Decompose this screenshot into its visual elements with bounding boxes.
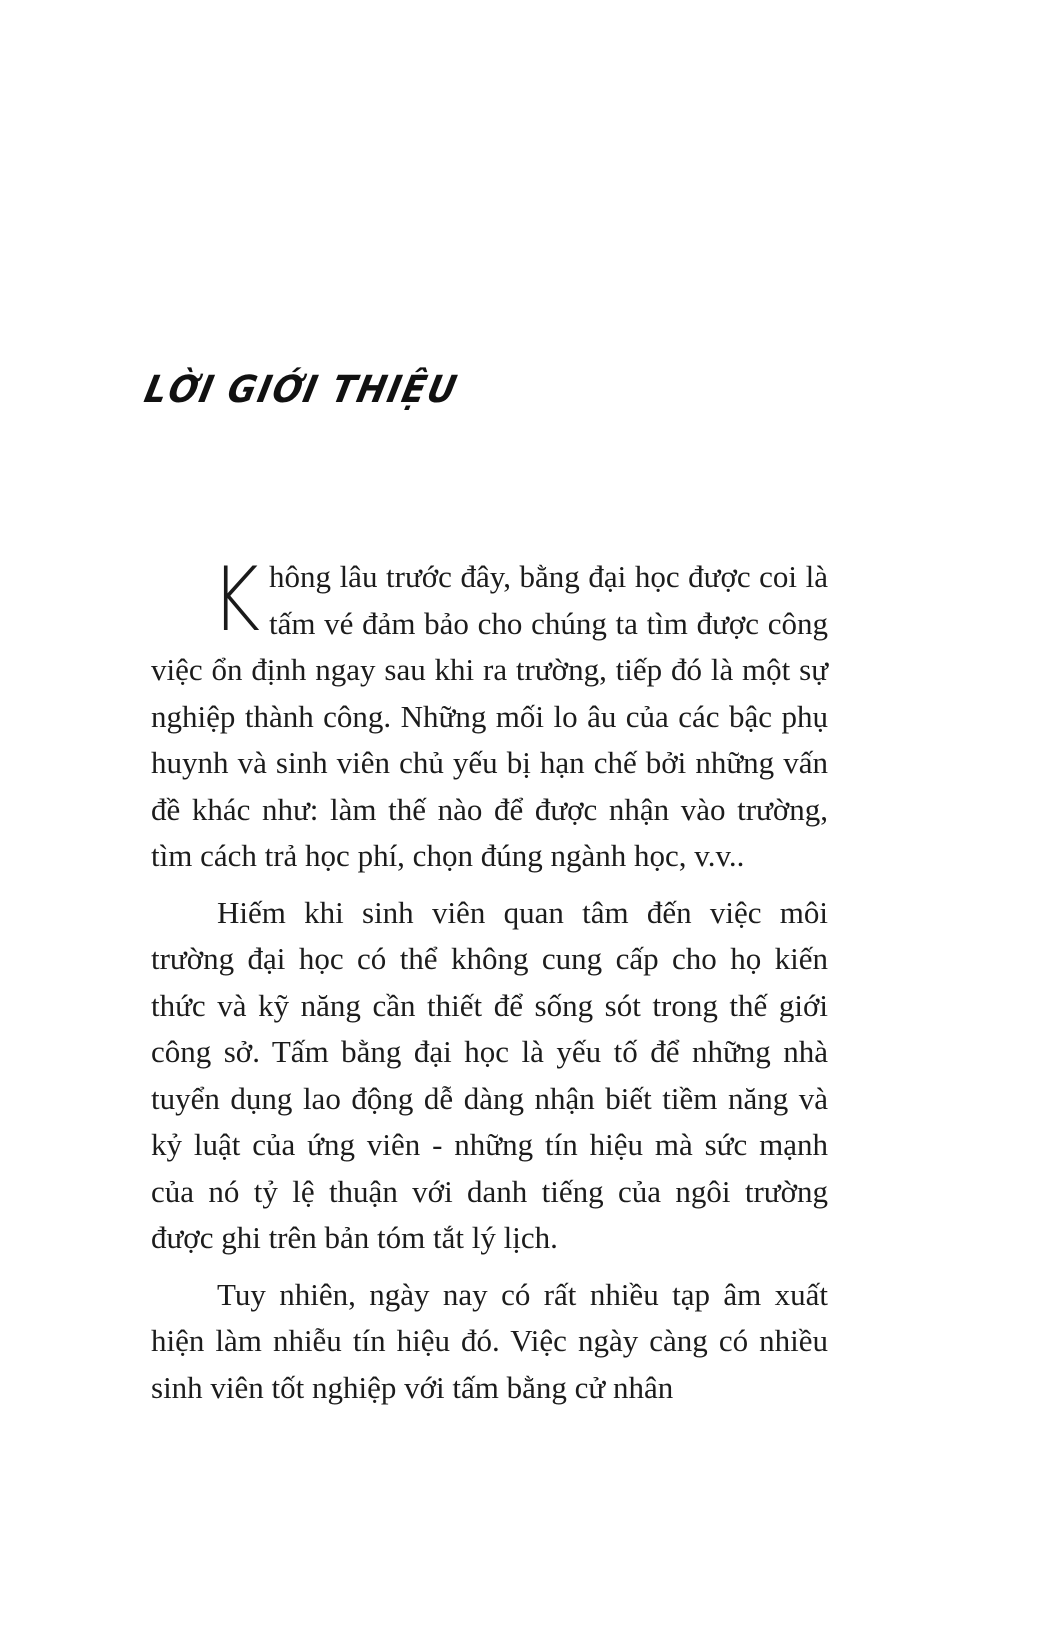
- paragraph-1-text: hông lâu trước đây, bằng đại học được coi là tấm vé đảm bảo cho chúng ta tìm được công việc ổn định ngay sau khi ra trường, tiếp đó là một sự nghiệp thành công. Những mối lo âu của các bậc phụ huynh và sinh viên chủ yếu bị hạn chế bởi những vấn đề khác như: làm thế nào để được nhận vào trường, tìm cách trả học phí, chọn đúng ngành học, v.v..: [151, 559, 828, 873]
- paragraph-2: Hiếm khi sinh viên quan tâm đến việc môi trường đại học có thể không cung cấp cho họ kiến thức và kỹ năng cần thiết để sống sót trong thế giới công sở. Tấm bằng đại học là yếu tố để những nhà tuyển dụng lao động dễ dàng nhận biết tiềm năng và kỷ luật của ứng viên - những tín hiệu mà sức mạnh của nó tỷ lệ thuận với danh tiếng của ngôi trường được ghi trên bản tóm tắt lý lịch.: [151, 894, 828, 1255]
- chapter-title: LỜI GIỚI THIỆU: [140, 368, 463, 412]
- paragraph-1: [151, 548, 828, 880]
- paragraph-3: Tuy nhiên, ngày nay có rất nhiều tạp âm xuất hiện làm nhiễu tín hiệu đó. Việc ngày càng có nhiều sinh viên tốt nghiệp với tấm bằng cử nhân: [151, 1276, 828, 1405]
- body-text: [151, 548, 828, 1421]
- drop-cap-letter: K: [211, 548, 261, 651]
